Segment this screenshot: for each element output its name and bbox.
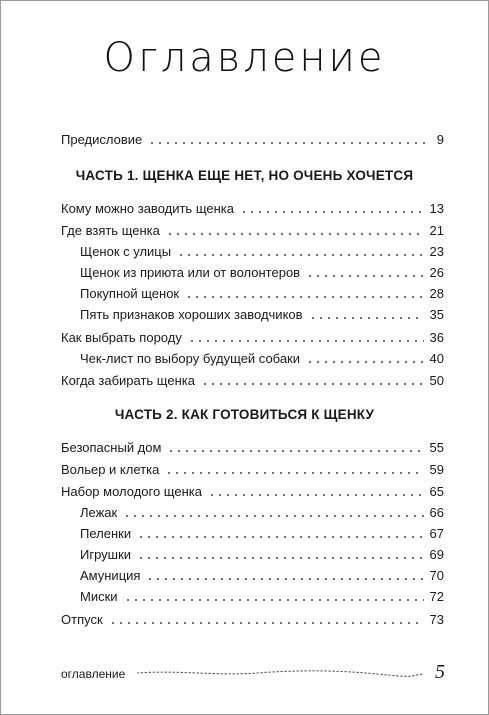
dot-leader [208,494,424,496]
toc-entry-page: 50 [429,373,444,388]
dot-leader [167,450,423,452]
toc-entry-page: 13 [429,201,444,216]
toc-entry[interactable] [61,223,444,239]
toc-entry-page: 69 [429,547,444,562]
toc-entry-page: 9 [436,132,444,147]
toc-entry-page: 65 [429,484,444,499]
toc-subentry[interactable] [80,568,444,584]
dot-leader [306,275,423,277]
toc-entry[interactable] [61,440,444,456]
toc-subentry[interactable] [80,244,444,260]
toc-entry-page: 59 [429,462,444,477]
dot-leader [148,142,431,144]
dot-leader [124,599,424,601]
toc-entry-page: 66 [429,505,444,520]
toc-subentry[interactable] [80,265,444,281]
toc-entry-page: 55 [429,440,444,455]
dot-leader [137,536,423,538]
wavy-dotted-line [137,669,423,679]
toc-entry[interactable] [61,373,444,389]
toc-entry-label: Отпуск [61,612,103,627]
toc-entry[interactable] [61,201,444,217]
toc-entry-label: Лежак [80,505,118,520]
toc-entry-label: Миски [80,589,118,604]
toc-entry[interactable] [61,330,444,346]
toc-entry-label: Щенок из приюта или от волонтеров [80,265,301,280]
part-heading-2: ЧАСТЬ 2. КАК ГОТОВИТЬСЯ К ЩЕНКУ [114,407,375,422]
dot-leader [177,254,423,256]
page-title: Оглавление [103,35,386,81]
toc-entry-page: 70 [429,568,444,583]
dot-leader [123,515,423,517]
toc-entry-label: Пеленки [80,526,132,541]
dot-leader [146,578,423,580]
dot-leader [185,296,423,298]
toc-subentry[interactable] [80,589,444,605]
toc-entry-page: 26 [429,265,444,280]
toc-entry-page: 28 [429,286,444,301]
toc-entry-page: 36 [429,330,444,345]
running-footer-label: оглавление [61,667,126,681]
toc-entry[interactable] [61,484,444,500]
dot-leader [165,472,423,474]
dot-leader [166,233,424,235]
dot-leader [309,317,424,319]
toc-entry[interactable] [61,462,444,478]
toc-entry-page: 73 [429,612,444,627]
toc-entry-label: Как выбрать породу [61,330,182,345]
toc-entry-label: Безопасный дом [61,440,162,455]
toc-entry-page: 35 [429,307,444,322]
toc-entry-page: 40 [429,351,444,366]
toc-entry-label: Игрушки [80,547,132,562]
toc-entry-label: Амуниция [80,568,141,583]
toc-entry-label: Покупной щенок [80,286,180,301]
part-heading-1: ЧАСТЬ 1. ЩЕНКА ЕЩЕ НЕТ, НО ОЧЕНЬ ХОЧЕТСЯ [75,168,414,183]
dot-leader [137,557,423,559]
toc-entry-page: 72 [429,589,444,604]
toc-entry-page: 21 [429,223,444,238]
toc-subentry[interactable] [80,286,444,302]
toc-entry-label: Где взять щенка [61,223,160,238]
dot-leader [201,383,424,385]
dot-leader [306,361,424,363]
toc-entry-label: Кому можно заводить щенка [61,201,234,216]
toc-entry-page: 23 [429,244,444,259]
toc-entry[interactable] [61,612,444,628]
toc-entry-label: Чек-лист по выбору будущей собаки [80,351,300,366]
toc-subentry[interactable] [80,547,444,563]
toc-entry-label: Пять признаков хороших заводчиков [80,307,303,322]
toc-entry-label: Предисловие [61,132,143,147]
toc-subentry[interactable] [80,505,444,521]
toc-entry-label: Вольер и клетка [61,462,160,477]
dot-leader [240,211,424,213]
toc-entry-label: Набор молодого щенка [61,484,202,499]
toc-entry-label: Щенок с улицы [80,244,172,259]
toc-subentry[interactable] [80,526,444,542]
toc-entry-label: Когда забирать щенка [61,373,195,388]
dot-leader [188,340,424,342]
dot-leader [109,622,424,624]
toc-subentry[interactable] [80,351,444,367]
toc-subentry[interactable] [80,307,444,323]
toc-entry-page: 67 [429,526,444,541]
page-number: 5 [435,661,445,683]
toc-entry-preface[interactable] [61,132,444,148]
